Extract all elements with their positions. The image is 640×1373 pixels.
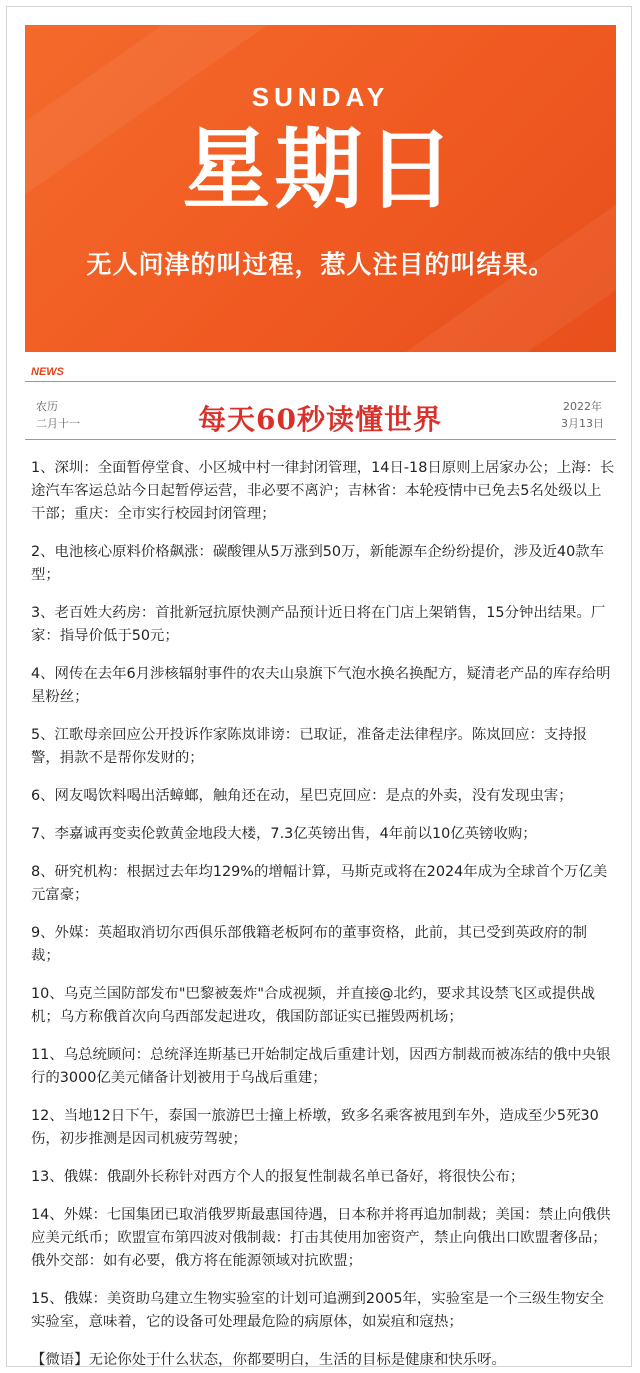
news-item: 13、俄媒：俄副外长称针对西方个人的报复性制裁名单已备好，将很快公布； xyxy=(31,1169,525,1185)
news-item: 10、乌克兰国防部发布"巴黎被轰炸"合成视频，并直接@北约，要求其设禁飞区或提供战机；乌方称俄首次向乌西部发起进攻，俄国防部证实已摧毁两机场； xyxy=(31,986,596,1025)
weekday-english: SUNDAY xyxy=(251,82,390,112)
news-item: 6、网友喝饮料喝出活蟑螂，触角还在动，星巴克回应：是点的外卖，没有发现虫害； xyxy=(31,788,573,804)
news-item: 12、当地12日下午，泰国一旅游巴士撞上桥墩，致多名乘客被甩到车外，造成至少5死30伤，初步推测是因司机疲劳驾驶； xyxy=(31,1108,599,1147)
news-item: 11、乌总统顾问：总统泽连斯基已开始制定战后重建计划，因西方制裁而被冻结的俄中央银行的3000亿美元储备计划被用于乌战后重建； xyxy=(31,1047,611,1086)
slogan: 无人问津的叫过程，惹人注目的叫结果。 xyxy=(86,250,555,279)
date-month-day: 3月13日 xyxy=(561,417,604,430)
divider xyxy=(25,381,616,382)
date-year: 2022年 xyxy=(563,400,602,413)
news-item: 3、老百姓大药房：首批新冠抗原快测产品预计近日将在门店上架销售，15分钟出结果。厂家：指导价低于50元； xyxy=(31,605,606,644)
divider xyxy=(25,439,616,440)
news-item: 5、江歌母亲回应公开投诉作家陈岚诽谤：已取证，准备走法律程序。陈岚回应：支持报警，捐款不是帮你发财的； xyxy=(31,727,588,766)
news-item: 4、网传在去年6月涉核辐射事件的农夫山泉旗下气泡水换名换配方，疑清老产品的库存给明星粉丝； xyxy=(31,666,611,705)
news-item: 15、俄媒：美资助乌建立生物实验室的计划可追溯到2005年，实验室是一个三级生物安全实验室，意味着，它的设备可处理最危险的病原体，如炭疽和寇热； xyxy=(31,1291,604,1330)
news-item: 1、深圳：全面暂停堂食、小区城中村一律封闭管理，14日-18日原则上居家办公；上海：长途汽车客运总站今日起暂停运营，非必要不离沪；吉林省：本轮疫情中已免去5名处级以上干部；重庆：全市实行校园封闭管理； xyxy=(31,460,615,522)
lunar-label: 农历 xyxy=(36,400,58,413)
news-item: 9、外媒：英超取消切尔西俱乐部俄籍老板阿布的董事资格，此前，其已受到英政府的制裁； xyxy=(31,925,588,964)
lunar-day: 二月十一 xyxy=(36,417,80,430)
daily-quote: 【微语】无论你处于什么状态，你都要明白，生活的目标是健康和快乐呀。 xyxy=(31,1352,506,1368)
news-item: 14、外媒：七国集团已取消俄罗斯最惠国待遇，日本称并将再追加制裁；美国：禁止向俄供应美元纸币；欧盟宣布第四波对俄制裁：打击其使用加密资产，禁止向俄出口欧盟奢侈品；俄外交部：如有必要，俄方将在能源领域对抗欧盟； xyxy=(31,1207,611,1269)
news-item: 7、李嘉诚再变卖伦敦黄金地段大楼，7.3亿英镑出售，4年前以10亿英镑收购； xyxy=(31,826,537,842)
news-tag: NEWS xyxy=(31,366,64,378)
news-item: 2、电池核心原料价格飙涨：碳酸锂从5万涨到50万，新能源车企纷纷提价，涉及近40款车型； xyxy=(31,544,604,583)
news-item: 8、研究机构：根据过去年均129%的增幅计算，马斯克或将在2024年成为全球首个万亿美元富豪； xyxy=(31,864,608,903)
page-title: 每天60秒读懂世界 xyxy=(198,403,442,436)
calendar-date xyxy=(561,398,604,432)
news-list xyxy=(31,457,615,1372)
header-banner xyxy=(25,25,616,352)
weekday-chinese: 星期日 xyxy=(182,117,459,221)
